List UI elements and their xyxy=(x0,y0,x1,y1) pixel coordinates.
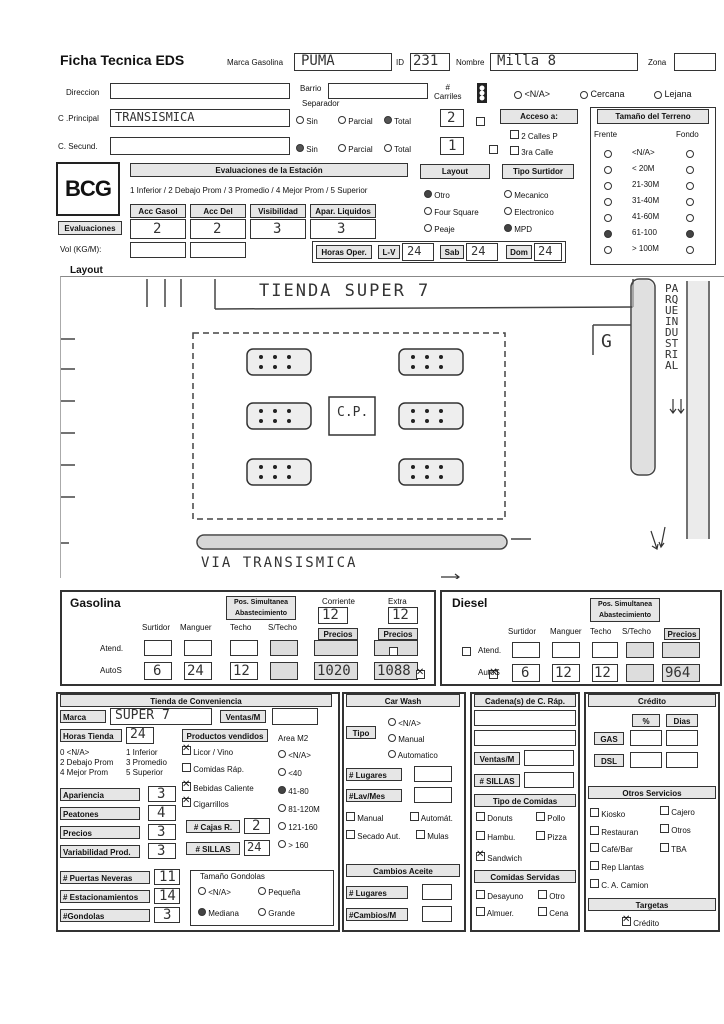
cajas-label: # Cajas R. xyxy=(186,820,240,833)
acc-gasol-field[interactable]: 2 xyxy=(130,219,186,239)
tienda-ventas-label: Ventas/M xyxy=(220,710,266,723)
comida-pizza[interactable]: Pizza xyxy=(536,831,567,842)
tienda-scale-4: 4 Mejor Prom xyxy=(60,768,109,777)
cajas-field[interactable]: 2 xyxy=(244,818,270,834)
page-title: Ficha Tecnica EDS xyxy=(60,52,185,68)
count-neveras-field[interactable]: 11 xyxy=(154,869,180,885)
tienda-scale-3: 3 Promedio xyxy=(126,758,167,767)
gas-atend-chk1[interactable] xyxy=(389,647,398,656)
cambios-cambios-label: #Cambios/M xyxy=(346,908,408,921)
tienda-ventas-field[interactable] xyxy=(272,708,318,725)
cadena-ventas-field[interactable] xyxy=(524,750,574,766)
cambios-header: Cambios Aceite xyxy=(346,864,460,877)
principal-carriles[interactable]: 2 xyxy=(440,109,464,127)
credito-header: Crédito xyxy=(588,694,716,707)
nombre-field[interactable]: Milla 8 xyxy=(490,53,638,71)
otros-kiosko[interactable]: Kiosko xyxy=(590,808,625,819)
dsl-autos-surtidor[interactable]: 6 xyxy=(512,664,540,682)
parque-sketch-label: PARQUE INDUSTRIAL xyxy=(665,282,679,372)
gas-autos-stecho[interactable] xyxy=(270,662,298,680)
dsl-atend-surtidor[interactable] xyxy=(512,642,540,658)
dsl-autos-precio[interactable]: 964 xyxy=(662,664,700,682)
tarjetas-header: Targetas xyxy=(588,898,716,911)
otros-rep-llantas[interactable]: Rep Llantas xyxy=(590,861,644,872)
acc-del-header: Acc Del xyxy=(190,204,246,218)
count-neveras: # Puertas Neveras xyxy=(60,871,150,884)
evaluaciones-header: Evaluaciones de la Estación xyxy=(130,163,408,177)
cambios-lugares-field[interactable] xyxy=(422,884,452,900)
carwash-lugares-label: # Lugares xyxy=(346,768,402,781)
area-header: Area M2 xyxy=(278,734,309,743)
gas-atend-stecho[interactable] xyxy=(270,640,298,656)
secundaria-sin[interactable]: Sin xyxy=(296,144,318,154)
apar-liquidos-header: Apar. Liquidos xyxy=(310,204,376,218)
cp-sketch-label: C.P. xyxy=(337,405,369,420)
producto-bebidas[interactable]: ✕ Bebidas Caliente xyxy=(182,782,254,793)
tienda-horas-field[interactable]: 24 xyxy=(126,727,154,744)
cadena-header: Cadena(s) de C. Ráp. xyxy=(474,694,576,707)
visibilidad-field[interactable]: 3 xyxy=(250,219,306,239)
cambios-cambios-field[interactable] xyxy=(422,906,452,922)
dsl-autos-manguer[interactable]: 12 xyxy=(552,664,580,682)
proximity-lejana[interactable]: Lejana xyxy=(654,89,692,99)
gas-atend-manguer[interactable] xyxy=(184,640,212,656)
dsl-autos-stecho[interactable] xyxy=(626,664,654,682)
servida-otro[interactable]: Otro xyxy=(538,890,565,901)
gas-autos-surtidor[interactable]: 6 xyxy=(144,662,172,680)
cadena-ventas-label: Ventas/M xyxy=(474,752,520,765)
diesel-pos-header: Pos. Simultanea Abastecimiento xyxy=(590,598,660,622)
servidas-header: Comidas Servidas xyxy=(474,870,576,883)
tarjetas-credito[interactable]: ✕ Crédito xyxy=(622,917,659,928)
servida-almuer[interactable]: Almuer. xyxy=(476,907,514,918)
producto-comidas[interactable]: Comidas Ráp. xyxy=(182,763,244,774)
id-field[interactable]: 231 xyxy=(410,53,450,71)
cadena-sillas-label: # SILLAS xyxy=(474,774,520,787)
principal-label: C .Principal xyxy=(58,114,99,123)
tienda-horas-label: Horas Tienda xyxy=(60,729,122,742)
dsl-autos-label: AutoS xyxy=(478,668,500,677)
carwash-tipo-label: Tipo xyxy=(346,726,376,739)
gondola-grande[interactable]: Grande xyxy=(258,908,295,918)
fondo-label: Fondo xyxy=(676,130,699,139)
visibilidad-header: Visibilidad xyxy=(250,204,306,218)
tienda-scale-0: 0 <N/A> xyxy=(60,748,90,757)
credito-dsl-dias[interactable] xyxy=(666,752,698,768)
direccion-field[interactable] xyxy=(110,83,290,99)
dsl-atend-label: Atend. xyxy=(478,646,502,655)
dsl-autos-techo[interactable]: 12 xyxy=(592,664,618,682)
via-sketch-label: VIA TRANSISMICA xyxy=(201,555,358,571)
dsl-col-precios: Precios xyxy=(664,628,700,640)
credito-gas-pct[interactable] xyxy=(630,730,662,746)
area-40[interactable]: <40 xyxy=(278,768,302,778)
vol-field-2[interactable] xyxy=(190,242,246,258)
otros-header: Otros Servicios xyxy=(588,786,716,799)
corriente-label: Corriente xyxy=(322,597,355,606)
metric-apariencia: Apariencia xyxy=(60,788,140,801)
tienda-sketch-label: TIENDA SUPER 7 xyxy=(259,281,431,301)
area-121-160[interactable]: 121-160 xyxy=(278,822,318,832)
terreno-options: <N/A> < 20M 21-30M 31-40M 41-60M 61-100 > 100M xyxy=(600,148,700,260)
layout-sketch xyxy=(60,276,724,578)
dom-field[interactable]: 24 xyxy=(534,243,562,261)
otros-ca-camion[interactable]: C. A. Camion xyxy=(590,879,648,890)
producto-licor[interactable]: ✕ Licor / Vino xyxy=(182,746,233,757)
tipo-surtidor-header: Tipo Surtidor xyxy=(502,164,574,179)
gas-autos-precio1[interactable]: 1020 xyxy=(314,662,358,680)
otros-cajero[interactable]: Cajero xyxy=(660,806,695,817)
layout-tab[interactable]: Layout xyxy=(420,164,490,179)
carwash-mulas-chk[interactable]: Mulas xyxy=(416,830,449,841)
gondola-pequena[interactable]: Pequeña xyxy=(258,887,300,897)
secundaria-parcial[interactable]: Parcial xyxy=(338,144,373,154)
comida-hambu[interactable]: Hambu. xyxy=(476,831,515,842)
otros-restauran[interactable]: Restauran xyxy=(590,826,638,837)
surtidor-mecanico[interactable]: Mecanico xyxy=(504,190,548,200)
metric-apariencia-field[interactable]: 3 xyxy=(148,786,176,802)
apar-liquidos-field[interactable]: 3 xyxy=(310,219,376,239)
carwash-manual-chk[interactable]: Manual xyxy=(346,812,383,823)
bcg-logo: BCG xyxy=(56,162,120,216)
gas-col-stecho: S/Techo xyxy=(268,623,297,632)
traffic-light-icon xyxy=(472,82,492,106)
cambios-lugares-label: # Lugares xyxy=(346,886,408,899)
area-41-80[interactable]: 41-80 xyxy=(278,786,309,796)
servida-cena[interactable]: Cena xyxy=(538,907,568,918)
cadena-field-2[interactable] xyxy=(474,730,576,746)
evaluaciones-scale: 1 Inferior / 2 Debajo Prom / 3 Promedio / 4 Mejor Prom / 5 Superior xyxy=(130,186,368,195)
comida-pollo[interactable]: Pollo xyxy=(536,812,565,823)
principal-field[interactable]: TRANSISMICA xyxy=(110,109,290,127)
tienda-scale-5: 5 Superior xyxy=(126,768,163,777)
terreno-header: Tamaño del Terreno xyxy=(597,109,709,124)
count-gondolas-field[interactable]: 3 xyxy=(154,907,180,923)
acceso-header: Acceso a: xyxy=(500,109,578,124)
diesel-title: Diesel xyxy=(452,596,488,610)
gas-col-precios-1: Precios xyxy=(318,628,358,640)
area-na[interactable]: <N/A> xyxy=(278,750,311,760)
principal-parcial[interactable]: Parcial xyxy=(338,116,373,126)
corriente-field[interactable]: 12 xyxy=(318,607,348,624)
carwash-lav-label: #Lav/Mes xyxy=(346,789,402,802)
dsl-col-manguer: Manguer xyxy=(550,627,582,636)
carwash-lav-field[interactable] xyxy=(414,787,452,803)
extra-label: Extra xyxy=(388,597,407,606)
principal-sin[interactable]: Sin xyxy=(296,116,318,126)
gas-atend-surtidor[interactable] xyxy=(144,640,172,656)
carwash-secado-chk[interactable]: Secado Aut. xyxy=(346,830,400,841)
dom-label: Dom xyxy=(506,245,532,259)
producto-cigarrillos[interactable]: ✕ Cigarrillos xyxy=(182,798,229,809)
credito-gas-label: GAS xyxy=(594,732,624,745)
tienda-marca-field[interactable]: SUPER 7 xyxy=(110,708,212,725)
dsl-col-stecho: S/Techo xyxy=(622,627,651,636)
sab-label: Sab xyxy=(440,245,464,259)
gas-col-precios-2: Precios xyxy=(378,628,418,640)
gas-autos-label: AutoS xyxy=(100,666,122,675)
sillas-field[interactable]: 24 xyxy=(244,840,270,856)
acceso-2calles[interactable]: 2 Calles P xyxy=(510,130,558,141)
extra-field[interactable]: 12 xyxy=(388,607,418,624)
vol-label: Vol (KG/M): xyxy=(60,245,102,254)
acceso-3ra[interactable]: 3ra Calle xyxy=(510,146,553,157)
marca-field[interactable]: PUMA xyxy=(294,53,392,71)
surtidor-four[interactable]: Four Square xyxy=(424,207,479,217)
otros-cafe[interactable]: Café/Bar xyxy=(590,843,633,854)
direccion-label: Direccion xyxy=(66,88,100,97)
marca-label: Marca Gasolina xyxy=(227,58,284,67)
tienda-scale-1: 1 Inferior xyxy=(126,748,158,757)
carwash-header: Car Wash xyxy=(346,694,460,707)
gas-col-manguer: Manguer xyxy=(180,623,212,632)
zona-field[interactable] xyxy=(674,53,716,71)
zona-label: Zona xyxy=(648,58,667,67)
gas-col-techo: Techo xyxy=(230,623,252,632)
metric-variabilidad: Variabilidad Prod. xyxy=(60,845,140,858)
dsl-atend-techo[interactable] xyxy=(592,642,618,658)
separador-label: Separador xyxy=(302,99,340,108)
carwash-automat-chk[interactable]: Automát. xyxy=(410,812,453,823)
proximity-cercana[interactable]: Cercana xyxy=(580,89,625,99)
proximity-na[interactable]: <N/A> xyxy=(514,89,550,99)
metric-peatones: Peatones xyxy=(60,807,140,820)
g-sketch-label: G xyxy=(601,331,612,352)
sketch-title: Layout xyxy=(70,265,103,276)
productos-header: Productos vendidos xyxy=(182,729,268,742)
cadena-sillas-field[interactable] xyxy=(524,772,574,788)
dsl-col-surtidor: Surtidor xyxy=(508,627,537,636)
count-estacionamientos-field[interactable]: 14 xyxy=(154,888,180,904)
metric-precios-field[interactable]: 3 xyxy=(148,824,176,840)
evaluaciones-label: Evaluaciones xyxy=(58,221,122,235)
gas-atend-precio1[interactable] xyxy=(314,640,358,656)
gas-autos-techo[interactable]: 12 xyxy=(230,662,258,680)
principal-total[interactable]: Total xyxy=(384,116,411,126)
secundaria-label: C. Secund. xyxy=(58,142,98,151)
id-label: ID xyxy=(396,58,404,67)
credito-pct-label: % xyxy=(632,714,660,727)
dsl-atend-precio[interactable] xyxy=(662,642,700,658)
tienda-marca-label: Marca xyxy=(60,710,106,723)
frente-label: Frente xyxy=(594,130,618,139)
secundaria-carriles[interactable]: 1 xyxy=(440,137,464,155)
lv-field[interactable]: 24 xyxy=(402,243,434,261)
secundaria-total[interactable]: Total xyxy=(384,144,411,154)
secundaria-field[interactable] xyxy=(110,137,290,155)
dsl-col-techo: Techo xyxy=(590,627,612,636)
surtidor-peaje[interactable]: Peaje xyxy=(424,224,455,234)
gasolina-title: Gasolina xyxy=(70,596,121,610)
credito-dias-label: Dias xyxy=(666,714,698,727)
credito-gas-dias[interactable] xyxy=(666,730,698,746)
vol-field-1[interactable] xyxy=(130,242,186,258)
tipo-comidas-header: Tipo de Comidas xyxy=(474,794,576,807)
servida-desayuno[interactable]: Desayuno xyxy=(476,890,523,901)
count-estacionamientos: # Estacionamientos xyxy=(60,890,150,903)
carriles-label: # Carriles xyxy=(434,83,462,101)
gas-autos-manguer[interactable]: 24 xyxy=(184,662,212,680)
acc-del-field[interactable]: 2 xyxy=(190,219,246,239)
barrio-field[interactable] xyxy=(328,83,428,99)
dsl-atend-stecho[interactable] xyxy=(626,642,654,658)
otros-tba[interactable]: TBA xyxy=(660,843,687,854)
principal-check[interactable] xyxy=(476,117,485,126)
carwash-na[interactable]: <N/A> xyxy=(388,718,421,728)
gasolina-pos-header: Pos. Simultanea Abastecimiento xyxy=(226,596,296,620)
area-81-120[interactable]: 81-120M xyxy=(278,804,320,814)
surtidor-otro[interactable]: Otro xyxy=(424,190,450,200)
gas-autos-chk1[interactable] xyxy=(416,670,425,679)
metric-peatones-field[interactable]: 4 xyxy=(148,805,176,821)
gas-atend-label: Atend. xyxy=(100,644,124,653)
acc-gasol-header: Acc Gasol xyxy=(130,204,186,218)
comida-donuts[interactable]: Donuts xyxy=(476,812,513,823)
gondola-mediana[interactable]: Mediana xyxy=(198,908,239,918)
gondolas-header: Tamaño Gondolas xyxy=(200,872,265,881)
surtidor-mpd[interactable]: MPD xyxy=(504,224,532,234)
gas-atend-techo[interactable] xyxy=(230,640,258,656)
barrio-label: Barrio xyxy=(300,84,322,93)
secundaria-check[interactable] xyxy=(489,145,498,154)
sillas-label: # SILLAS xyxy=(186,842,240,855)
sab-field[interactable]: 24 xyxy=(466,243,498,261)
gondola-na[interactable]: <N/A> xyxy=(198,887,231,897)
carwash-lugares-field[interactable] xyxy=(414,766,452,782)
metric-precios: Precios xyxy=(60,826,140,839)
gas-autos-precio2[interactable]: 1088 xyxy=(374,662,418,680)
otros-otros[interactable]: Otros xyxy=(660,824,691,835)
carwash-automatico[interactable]: Automatico xyxy=(388,750,438,760)
horas-label: Horas Oper. xyxy=(316,245,372,259)
surtidor-electronico[interactable]: Electronico xyxy=(504,207,554,217)
carwash-manual[interactable]: Manual xyxy=(388,734,424,744)
count-gondolas: #Gondolas xyxy=(60,909,150,922)
nombre-label: Nombre xyxy=(456,58,485,67)
credito-dsl-pct[interactable] xyxy=(630,752,662,768)
area-160[interactable]: > 160 xyxy=(278,840,308,850)
lv-label: L-V xyxy=(378,245,400,259)
tienda-header: Tienda de Conveniencia xyxy=(60,694,332,707)
tienda-scale-2: 2 Debajo Prom xyxy=(60,758,114,767)
dsl-atend-manguer[interactable] xyxy=(552,642,580,658)
cadena-field-1[interactable] xyxy=(474,710,576,726)
gas-col-surtidor: Surtidor xyxy=(142,623,171,632)
comida-sandwich[interactable]: ✕ Sandwich xyxy=(476,852,522,863)
credito-dsl-label: DSL xyxy=(594,754,624,767)
metric-variabilidad-field[interactable]: 3 xyxy=(148,843,176,859)
